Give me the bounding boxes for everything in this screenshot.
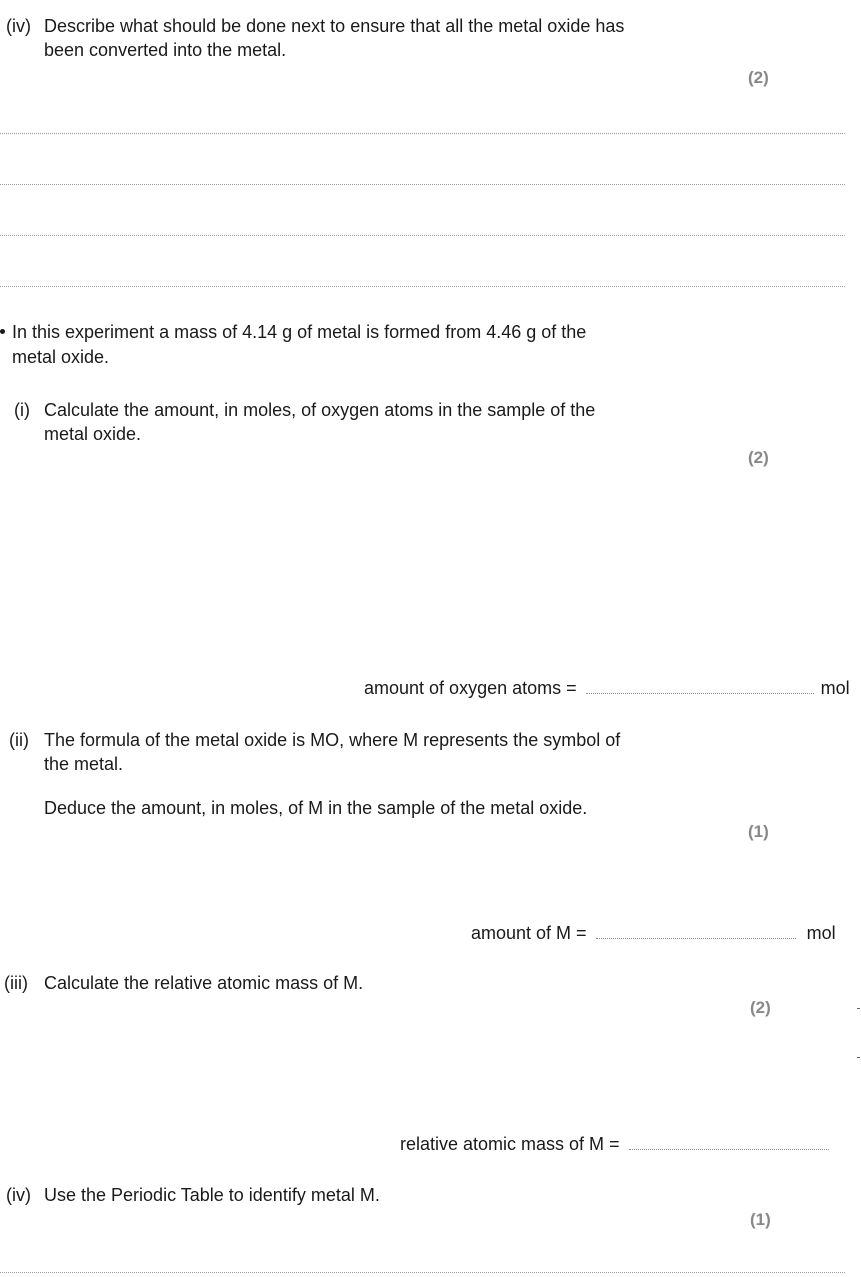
answer-unit-m: mol (806, 923, 836, 943)
answer-label-ram: relative atomic mass of M = (400, 1134, 620, 1154)
marks-b-i: (2) (748, 448, 769, 467)
question-text-b-line1: In this experiment a mass of 4.14 g of metal is formed from 4.46 g of the (12, 322, 587, 342)
marks-a-iv: (2) (748, 68, 769, 87)
answer-rule[interactable] (0, 133, 845, 134)
marks-b-ii: (1) (748, 822, 769, 841)
marks-b-iii: (2) (750, 998, 771, 1017)
question-text-b-ii-line2: the metal. (44, 754, 124, 774)
answer-rule[interactable] (0, 235, 845, 236)
answer-label-m: amount of M = (471, 923, 587, 943)
question-text-b-ii-line1: The formula of the metal oxide is MO, where M represents the symbol of (44, 730, 621, 750)
question-text-a-iv-line2: been converted into the metal. (44, 40, 287, 60)
answer-rule[interactable] (0, 286, 845, 287)
question-text-b-i-line2: metal oxide. (44, 424, 142, 444)
answer-rule[interactable] (0, 1272, 845, 1273)
answer-unit-oxygen: mol (820, 678, 850, 698)
question-text-b-iv-line1: Use the Periodic Table to identify metal M. (44, 1185, 380, 1205)
answer-rule[interactable] (0, 184, 845, 185)
answer-label-oxygen: amount of oxygen atoms = (364, 678, 577, 698)
question-text-b-iii-line1: Calculate the relative atomic mass of M. (44, 973, 364, 993)
question-text-a-iv-line1: Describe what should be done next to ensure that all the metal oxide has (44, 16, 625, 36)
answer-field-m[interactable] (596, 924, 796, 939)
question-text-b-i-line1: Calculate the amount, in moles, of oxygen atoms in the sample of the (44, 400, 596, 420)
answer-field-oxygen[interactable] (586, 679, 814, 694)
question-label-b-iv: (iv) (6, 1185, 31, 1205)
question-label-b-ii: (ii) (9, 730, 29, 750)
answer-field-ram[interactable] (629, 1135, 829, 1150)
question-b-marker (0, 329, 5, 334)
question-text-b-line2: metal oxide. (12, 347, 110, 367)
marks-b-iv: (1) (750, 1210, 771, 1229)
question-label-b-iii: (iii) (4, 973, 28, 993)
answer-row-oxygen (364, 676, 850, 700)
answer-row-m (471, 921, 836, 945)
question-text-b-ii-line3: Deduce the amount, in moles, of M in the sample of the metal oxide. (44, 798, 588, 818)
question-label-b-i: (i) (14, 400, 30, 420)
margin-mark (857, 1057, 860, 1058)
question-label-a-iv: (iv) (6, 16, 31, 36)
answer-row-ram (400, 1132, 829, 1156)
margin-mark (857, 1008, 860, 1009)
